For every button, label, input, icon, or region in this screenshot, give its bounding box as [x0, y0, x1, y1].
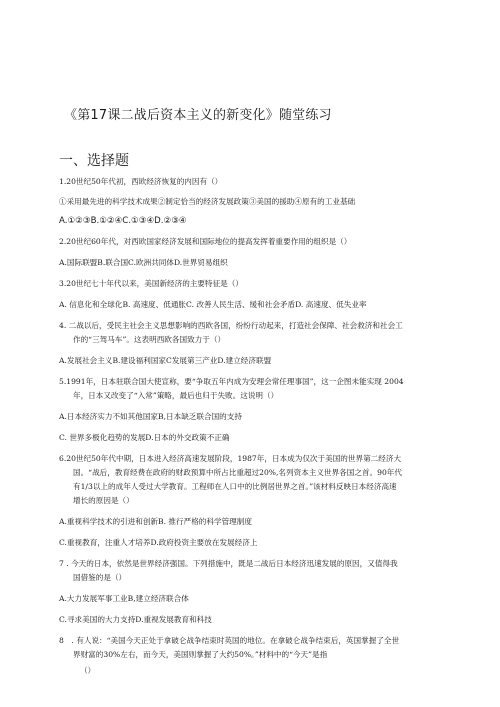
question-2-options: A.国际联盟B.联合国C.欧洲共同体D.世界贸易组织 [59, 258, 228, 267]
question-5-option-ab: A.日本经济实力不如其他国家B,日本缺乏联合国的支持 [59, 412, 242, 421]
question-3-options: A. 信息化和全球化B. 高速度、低通胀C. 改善人民生活、缓和社会矛盾D. 高速度、低失业率 [59, 300, 367, 309]
question-6-cont-2: 有1/3以上的成年人受过大学教育。工程师在人口中的比例居世界之首。”该材料反映日本经济高速 [73, 482, 397, 491]
question-8: 8 . 有人说：“美国今天正处于拿破仑战争结束时英国的地位。在拿破仑战争结束后，英国掌握了全世 [59, 636, 400, 645]
question-4-cont: 作的“三驾马车”。这表明西欧各国致力于（） [73, 335, 226, 344]
question-4-options: A.发展社会主义B.建设福利国家C发展第三产业D.建立经济联盟 [59, 356, 272, 365]
question-6-cont-1: 国。“战后，教育经费在政府的财政预算中所占比重超过20%,名列资本主义世界各国之首。90年代 [73, 468, 402, 477]
question-5-cont: 年，日本又改变了“入常”策略，最后也归于失败。这说明（） [73, 391, 279, 400]
question-2: 2.20世纪60年代，对西欧国家经济发展和国际地位的提高发挥着重要作用的组织是（） [59, 237, 352, 246]
question-7-option-cd: C.寻求美国的大力支持D.重视发展教育和科技 [59, 615, 212, 624]
question-3: 3.20世纪七十年代以来，美国新经济的主要特征是（） [59, 279, 243, 288]
question-5-option-cd: C. 世界多极化趋势的发展D.日本的外交政策不正确 [59, 433, 230, 442]
question-8-cont: 界财富的30%左右，而今天，美国则掌握了大约50%。”材料中的“今天”是指 [73, 650, 328, 659]
question-6-cont-3: 增长的原因是（） [73, 496, 134, 505]
question-7: 7 . 今天的日本，依然是世界经济强国。下列措施中，既是二战后日本经济迅速发展的原因，又值得我 [59, 559, 398, 568]
question-5: 5.1991年，日本驻联合国大使宣称，要“争取五年内成为安理会常任理事国”，这一企图未能实现 2004 [59, 377, 404, 386]
question-6: 6.20世纪50年代中期，日本进入经济高速发展阶段，1987年，日本成为仅次于美国的世界第二经济大 [59, 454, 402, 463]
question-6-option-ab: A.重视科学技术的引进和创新B. 推行严格的科学管理制度 [59, 517, 252, 526]
question-7-option-ab: A.大力发展军事工业B,建立经济联合体 [59, 594, 189, 603]
section-heading: 一、选择题 [59, 153, 129, 169]
question-1: 1.20世纪50年代初，西欧经济恢复的内因有（） [59, 177, 223, 186]
question-6-option-cd: C.重视教育，注重人才培养D.政府投资主要放在发展经济上 [59, 538, 258, 547]
question-8-answer-blank: （） [80, 666, 96, 675]
question-7-cont: 国借鉴的是（） [73, 573, 127, 582]
question-1-statements: ①采用最先进的科学技术成果②制定恰当的经济发展政策③美国的援助④原有的工业基础 [59, 197, 356, 206]
page-title: 《第17课二战后资本主义的新变化》随堂练习 [64, 108, 332, 123]
question-4: 4. 二战以后，受民主社会主义思想影响的西欧各国，纷纷行动起来，打造社会保障、社会救济和社会工 [59, 321, 403, 330]
question-1-options: A.①②③B.①②④C.①③④D.②③④ [59, 216, 187, 226]
